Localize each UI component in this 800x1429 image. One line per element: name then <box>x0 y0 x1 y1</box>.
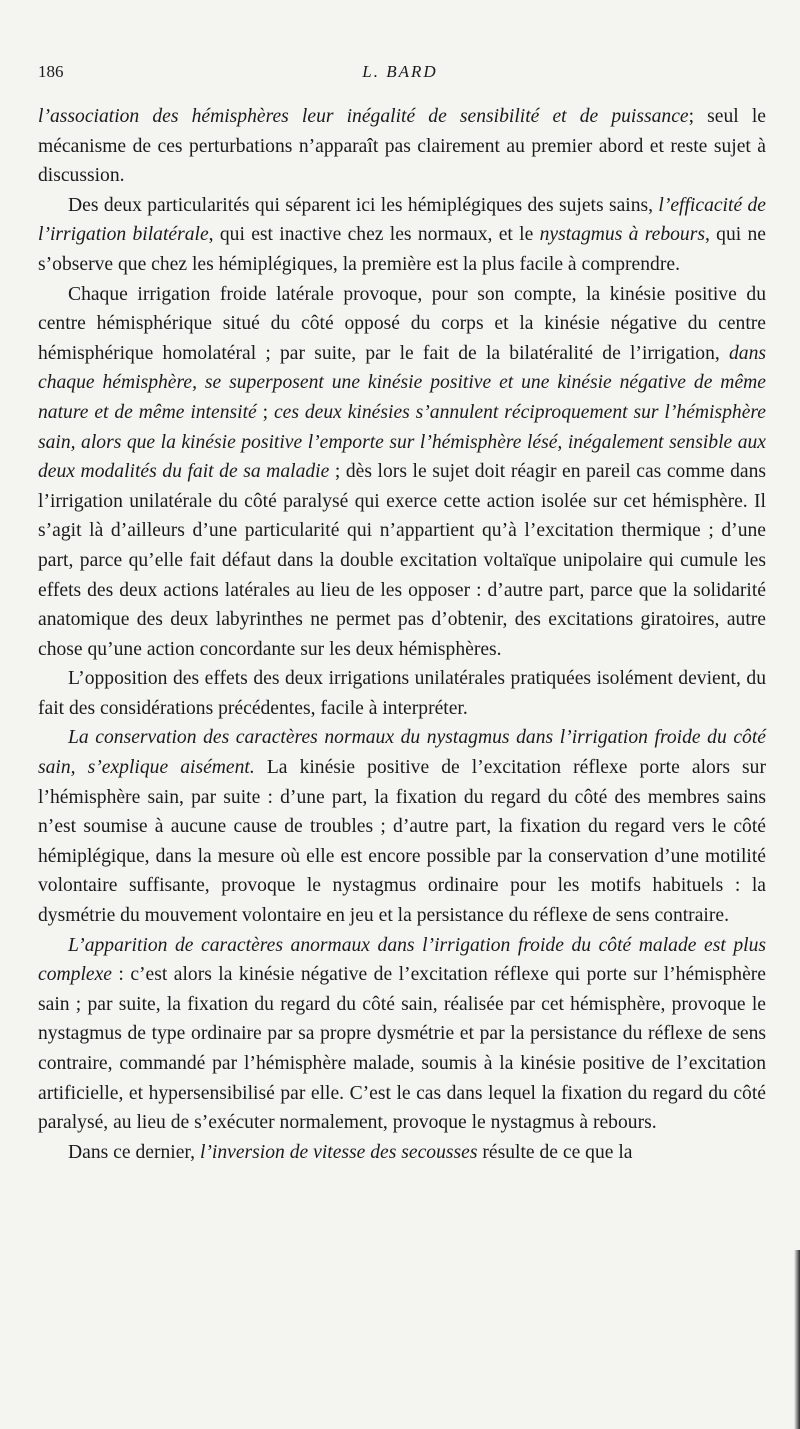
text-segment: L’opposition des effets des deux irrigations unilatérales pratiquées isolément devient, du fait des considérations précédentes, facile à interpréter. <box>38 668 766 719</box>
text-segment: Des deux particularités qui séparent ici les hémiplégiques des sujets sains, <box>68 194 659 216</box>
running-head: L. BARD <box>362 62 438 81</box>
page-header <box>38 62 762 86</box>
page-number: 186 <box>38 62 64 81</box>
text-segment: : c’est alors la kinésie négative de l’excitation réflexe qui porte sur l’hémisphère sain ; par suite, la fixation du regard du côté sain, réalisée par cet hémisphère, provoque le nystagmus de type ordinaire par sa propre dysmétrie et par la persistance du réflexe de sens contraire, commandé par l’hémisphère malade, soumis à la kinésie positive de l’excitation artificielle, et hypersensibilisé par elle. C’est le cas dans lequel la fixation du regard du côté paralysé, au lieu de s’exécuter normalement, provoque le nystagmus à rebours. <box>38 964 766 1134</box>
body-text <box>38 102 766 1167</box>
paragraph <box>38 1138 766 1168</box>
italic-text-segment: nystagmus à rebours <box>539 224 705 246</box>
italic-text-segment: dans chaque hémisphère, se superposent une kinésie positive et une kinésie négative de même nature et de même intensité <box>38 342 766 423</box>
paragraph <box>38 664 766 723</box>
italic-text-segment: l’inversion de vitesse des secousses <box>199 1141 478 1163</box>
scan-edge-shadow <box>794 1250 800 1429</box>
text-segment: Chaque irrigation froide latérale provoque, pour son compte, la kinésie positive du centre hémisphérique situé du côté opposé du corps et la kinésie négative du centre hémisphérique homolatéral ; par suite, par le fait de la bilatéralité de l’irrigation, <box>38 283 766 364</box>
paragraph <box>38 280 766 665</box>
italic-text-segment: l’association des hémisphères leur inégalité de sensibilité et de puissance <box>38 106 689 127</box>
text-segment: Dans ce dernier, <box>68 1141 200 1163</box>
paragraph <box>38 191 766 280</box>
italic-text-segment: La conservation des caractères normaux du nystagmus dans l’irrigation froide du côté sain, s’explique aisément. <box>38 727 766 779</box>
paragraph <box>38 931 766 1138</box>
text-segment: ; <box>256 401 274 423</box>
text-segment: , qui ne s’observe que chez les hémiplégiques, la première est la plus facile à comprendre. <box>38 224 767 275</box>
text-segment: , qui est inactive chez les normaux, et le <box>208 224 540 246</box>
text-segment: résulte de ce que la <box>477 1141 633 1163</box>
text-segment: La kinésie positive de l’excitation réflexe porte alors sur l’hémisphère sain, par suite : d’une part, la fixation du regard du côté des membres sains n’est soumise à aucune cause de troubles ; d’autre part, la fixation du regard vers le côté hémiplégique, dans la mesure où elle est encore possible par la conservation d’une motilité volontaire suffisante, provoque le nystagmus ordinaire pour les motifs habituels : la dysmétrie du mouvement volontaire en jeu et la persistance du réflexe de sens contraire. <box>38 757 766 927</box>
paragraph <box>38 102 766 191</box>
text-segment: ; seul le mécanisme de ces perturbations n’apparaît pas clairement au premier abord et reste sujet à discussion. <box>38 106 766 187</box>
italic-text-segment: l’efficacité de l’irrigation bilatérale <box>38 194 766 246</box>
italic-text-segment: ces deux kinésies s’annulent réciproquement sur l’hémisphère sain, alors que la kinésie positive l’emporte sur l’hémisphère lésé, inégalement sensible aux deux modalités du fait de sa maladie <box>38 401 766 483</box>
text-segment: ; dès lors le sujet doit réagir en pareil cas comme dans l’irrigation unilatérale du côté paralysé qui exerce cette action isolée sur cet hémisphère. Il s’agit là d’ailleurs d’une particularité qui n’appartient qu’à l’excitation thermique ; d’une part, parce qu’elle fait défaut dans la double excitation voltaïque unipolaire qui cumule les effets des deux actions latérales au lieu de les opposer : d’autre part, parce que la solidarité anatomique des deux labyrinthes ne permet pas d’obtenir, des excitations giratoires, autre chose qu’une action concordante sur les deux hémisphères. <box>38 461 766 660</box>
paragraph <box>38 723 766 930</box>
italic-text-segment: L’apparition de caractères anormaux dans l’irrigation froide du côté malade est plus complexe <box>38 934 766 986</box>
